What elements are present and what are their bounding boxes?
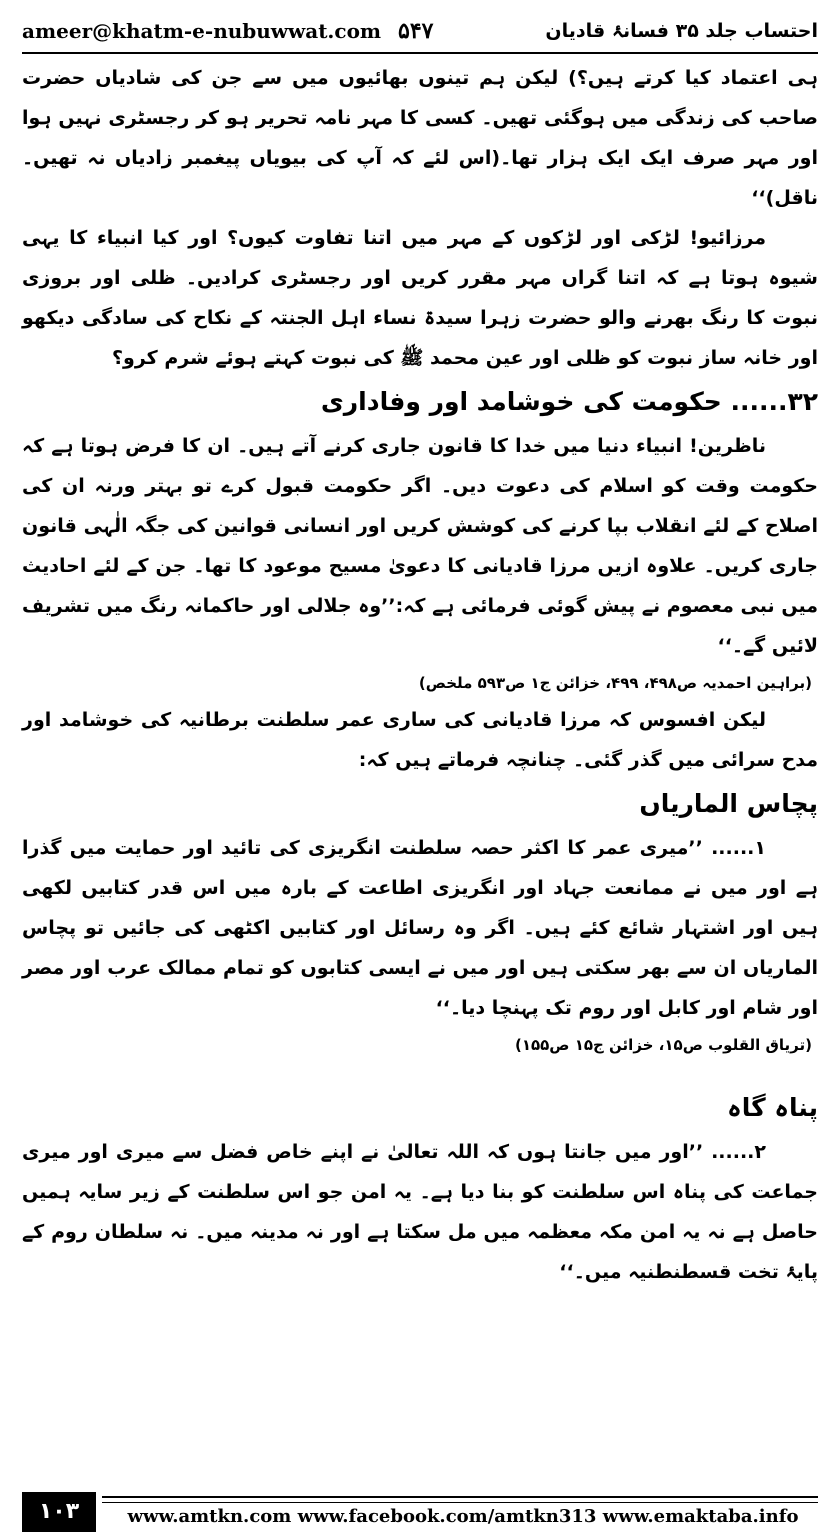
subheading-pachas-almariyan: پچاس الماریاں bbox=[639, 789, 818, 818]
paragraph-continued-quote: ہی اعتماد کیا کرتے ہیں؟) لیکن ہم تینوں بھائیوں میں سے جن کی شادیاں حضرت صاحب کی زندگی میں ہوگئی تھیں۔ کسی کا مہر نامہ تحریر ہو کر رجسٹری نہیں ہوا اور مہر صرف ایک ایک ہزار تھا۔(اس لئے کہ آپ کی بیویاں پیغمبر زادیاں نہ تھیں۔ ناقل)‘‘ bbox=[22, 67, 818, 209]
header-book-title: احتساب جلد ۳۵ فسانۂ قادیان bbox=[545, 20, 818, 42]
paragraph-mirzaiyo: مرزائیو! لڑکی اور لڑکوں کے مہر میں اتنا تفاوت کیوں؟ اور کیا انبیاء کا یہی شیوہ ہوتا ہے کہ اتنا گراں مہر مقرر کریں اور رجسٹری کرادیں۔ ظلی اور بروزی نبوت کا رنگ بھرنے والو حضرت زہرا سیدۃ نساء اہل الجنتہ کے نکاح کی سادگی دیکھو اور خانہ ساز نبوت کو ظلی اور عین محمد ﷺ کی نبوت کہتے ہوئے شرم کرو؟ bbox=[22, 227, 818, 369]
paragraph-afsos: لیکن افسوس کہ مرزا قادیانی کی ساری عمر سلطنت برطانیہ کی خوشامد اور مدح سرائی میں گذر گئی۔ چنانچہ فرماتے ہیں کہ: bbox=[22, 709, 818, 771]
section-heading: ۳۲...... حکومت کی خوشامد اور وفاداری bbox=[320, 387, 818, 416]
footer-links[interactable]: www.amtkn.com www.facebook.com/amtkn313 www.emaktaba.info bbox=[127, 1506, 799, 1527]
reference-tiryaq: (تریاق القلوب ص۱۵، خزائن ج۱۵ ص۱۵۵) bbox=[514, 1036, 812, 1054]
subheading-panah-gah: پناہ گاہ bbox=[727, 1093, 818, 1122]
quote-two: ۲...... ’’اور میں جانتا ہوں کہ اللہ تعالیٰ نے اپنے خاص فضل سے میری اور میری جماعت کی پناہ اس سلطنت کو بنا دیا ہے۔ یہ امن جو اس سلطنت کے زیر سایہ ہمیں حاصل ہے نہ یہ امن مکہ معظمہ میں مل سکتا ہے اور نہ مدینہ میں۔ نہ سلطان روم کے پایۂ تخت قسطنطنیہ میں۔‘‘ bbox=[22, 1141, 818, 1283]
page-body bbox=[22, 58, 818, 1292]
footer-page-number: ۱۰۳ bbox=[22, 1492, 96, 1532]
page-footer bbox=[22, 1492, 818, 1532]
reference-barahin: (براہین احمدیہ ص۴۹۸، ۴۹۹، خزائن ج۱ ص۵۹۳ ملخص) bbox=[418, 674, 812, 692]
header-rule bbox=[22, 52, 818, 54]
page-header bbox=[22, 14, 818, 48]
footer-rules bbox=[102, 1496, 818, 1503]
paragraph-nazireen: ناظرین! انبیاء دنیا میں خدا کا قانون جاری کرنے آتے ہیں۔ ان کا فرض ہوتا ہے کہ حکومت وقت کو اسلام کی دعوت دیں۔ اگر حکومت قبول کرے تو بہتر ورنہ ان کی اصلاح کے لئے انقلاب بپا کرنے کی کوشش کریں اور انسانی قوانین کی جگہ الٰہی قانون جاری کریں۔ علاوہ ازیں مرزا قادیانی کا دعویٰ مسیح موعود کا تھا۔ جن کے لئے احادیث میں نبی معصوم نے پیش گوئی فرمائی ہے کہ:’’وہ جلالی اور حاکمانہ رنگ میں تشریف لائیں گے۔‘‘ bbox=[22, 435, 818, 657]
header-page-label: ۵۴۷ bbox=[398, 18, 434, 44]
header-email[interactable]: ameer@khatm-e-nubuwwat.com bbox=[22, 19, 382, 43]
header-left bbox=[22, 14, 434, 48]
quote-one: ۱...... ’’میری عمر کا اکثر حصہ سلطنت انگریزی کی تائید اور حمایت میں گذرا ہے اور میں نے ممانعت جہاد اور انگریزی اطاعت کے بارہ میں اس قدر کتابیں لکھی ہیں اور اشتہار شائع کئے ہیں۔ اگر وہ رسائل اور کتابیں اکٹھی کی جائیں تو پچاس الماریاں ان سے بھر سکتی ہیں اور میں نے ایسی کتابوں کو تمام ممالک عرب اور مصر اور شام اور کابل اور روم تک پہنچا دیا۔‘‘ bbox=[22, 837, 818, 1019]
spacer bbox=[22, 1062, 818, 1084]
